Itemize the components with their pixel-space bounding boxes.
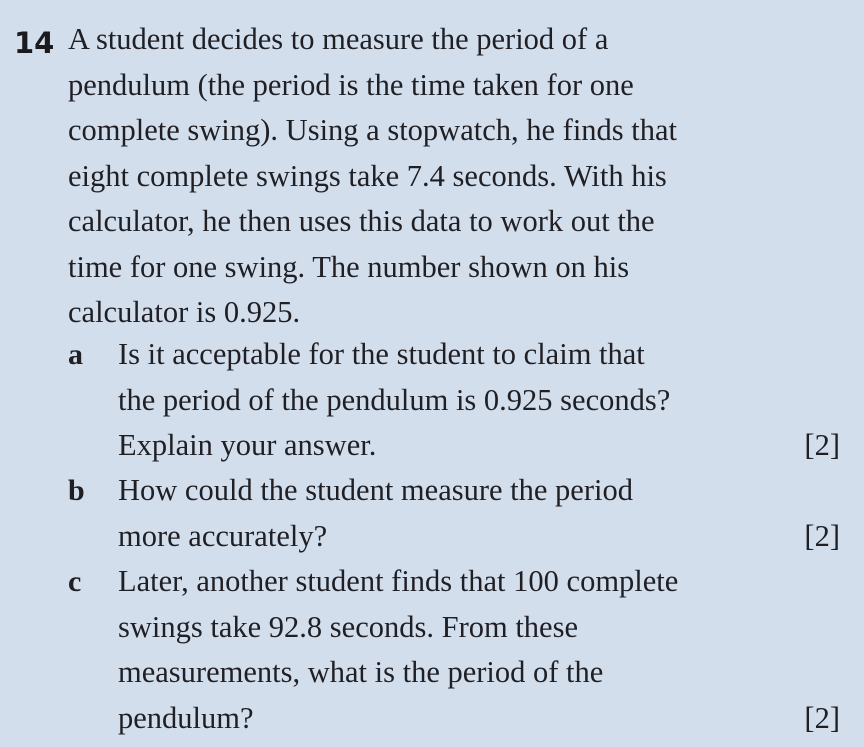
marks-label: [2]	[804, 518, 840, 553]
part-line: How could the student measure the period	[118, 473, 633, 507]
stem-line: eight complete swings take 7.4 seconds. With his	[68, 158, 667, 193]
part-line: Is it acceptable for the student to claim that	[118, 337, 645, 371]
part-line: the period of the pendulum is 0.925 seconds?	[118, 382, 671, 417]
part-line: more accurately?	[118, 518, 328, 553]
stem-line: complete swing). Using a stopwatch, he finds that	[68, 113, 678, 147]
stem-line: time for one swing. The number shown on his	[68, 249, 630, 284]
stem-line: A student decides to measure the period of a	[68, 22, 609, 56]
part-letter: c	[68, 565, 82, 598]
part-letter: a	[68, 338, 83, 371]
part-b-body	[118, 468, 840, 559]
part-line: Later, another student finds that 100 complete	[118, 564, 679, 598]
part-line: pendulum?	[118, 700, 254, 735]
part-line: measurements, what is the period of the	[118, 655, 604, 689]
question-number: 14	[14, 26, 55, 60]
part-a-body	[118, 332, 840, 469]
part-c-body	[118, 559, 840, 741]
part-letter: b	[68, 474, 85, 507]
marks-label: [2]	[804, 700, 840, 735]
marks-label: [2]	[804, 428, 840, 462]
stem-line: calculator is 0.925.	[68, 295, 301, 329]
part-line: swings take 92.8 seconds. From these	[118, 609, 578, 644]
stem-line: pendulum (the period is the time taken for one	[68, 67, 634, 102]
part-line: Explain your answer.	[118, 428, 377, 462]
stem-line: calculator, he then uses this data to work out the	[68, 204, 655, 238]
question-stem	[68, 17, 838, 336]
